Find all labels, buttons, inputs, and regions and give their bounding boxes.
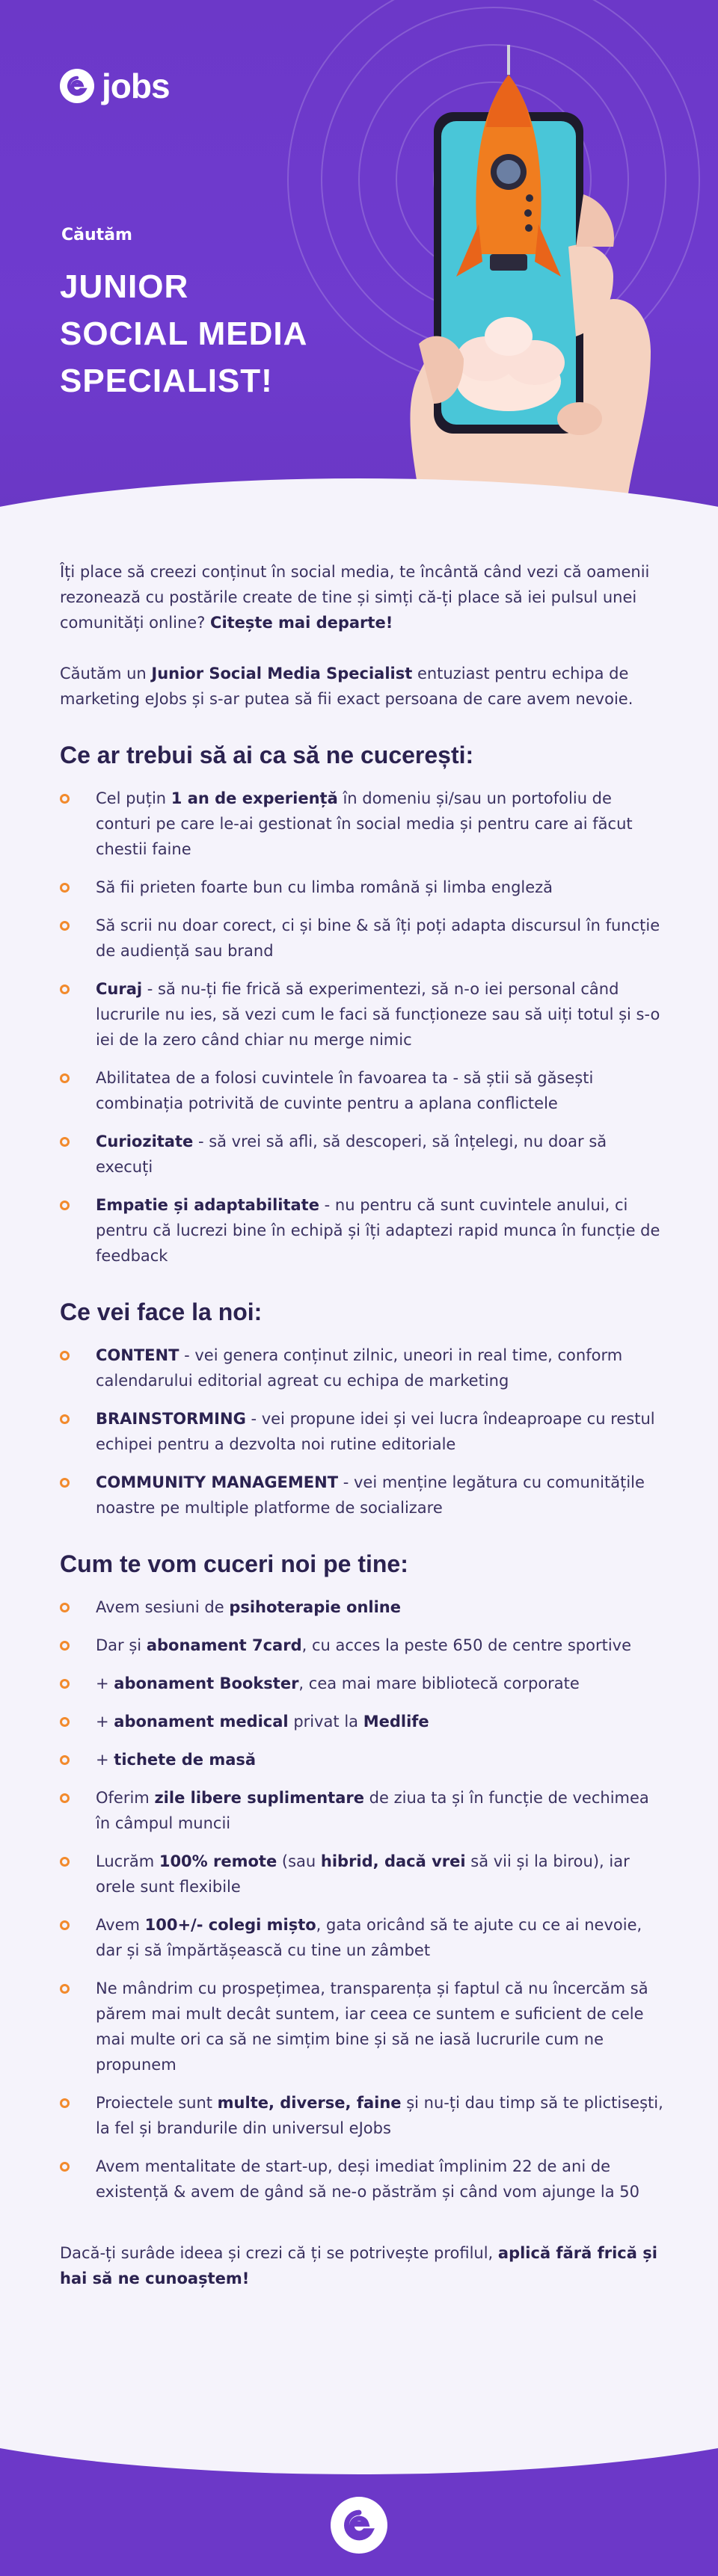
list-item: + abonament medical privat la Medlife	[60, 1709, 666, 1734]
intro-text: Căutăm un	[60, 665, 152, 682]
hand-phone-rocket-illustration	[389, 30, 673, 493]
intro-text: entuziast pentru echipa de marketing eJobs și s-ar putea să fii exact persoana de care avem nevoie.	[60, 665, 633, 708]
intro-paragraph-2	[60, 661, 666, 712]
closing-text: Dacă-ți surâde ideea și crezi că ți se potrivește profilul,	[60, 2244, 498, 2262]
list-item: Avem sesiuni de psihoterapie online	[60, 1594, 666, 1620]
bullet-icon	[60, 985, 70, 994]
list-item: Dar și abonament 7card, cu acces la peste 650 de centre sportive	[60, 1633, 666, 1658]
bullet-icon	[60, 2098, 70, 2108]
logo-text: jobs	[102, 67, 170, 105]
page-title	[60, 263, 374, 404]
bullet-icon	[60, 1857, 70, 1867]
bullet-icon	[60, 1717, 70, 1727]
list-item: Empatie și adaptabilitate - nu pentru că sunt cuvintele anului, ci pentru că lucrezi bine în echipă și îți adaptezi rapid munca în funcție de feedback	[60, 1192, 666, 1269]
list-item: BRAINSTORMING - vei propune idei și vei lucra îndeaproape cu restul echipei pentru a dezvolta noi rutine editoriale	[60, 1406, 666, 1457]
bullet-icon	[60, 1984, 70, 1994]
hero-banner	[0, 0, 718, 523]
bullet-icon	[60, 1478, 70, 1488]
bullet-icon	[60, 921, 70, 931]
section-heading-tasks: Ce vei face la noi:	[60, 1298, 263, 1325]
bullet-icon	[60, 1755, 70, 1765]
intro-cta-text: Citește mai departe!	[210, 614, 393, 632]
job-description	[60, 559, 666, 2291]
bullet-icon	[60, 1201, 70, 1210]
bullet-icon	[60, 883, 70, 893]
list-item: Curiozitate - să vrei să afli, să descoperi, să înțelegi, nu doar să execuți	[60, 1129, 666, 1180]
list-item: Cel puțin 1 an de experiență în domeniu și/sau un portofoliu de conturi pe care le-ai gestionat în social media și pentru care ai făcut chestii faine	[60, 786, 666, 862]
title-line: JUNIOR	[60, 268, 189, 305]
intro-text: Îți place să creezi conținut în social media, te încântă când vezi că oamenii rezonează cu postările create de tine și simți că-ți place să iei pulsul unei comunități online?	[60, 563, 650, 632]
bullet-icon	[60, 1137, 70, 1147]
closing-paragraph	[60, 2240, 666, 2291]
list-item: Ne mândrim cu prospețimea, transparența și faptul că nu încercăm să părem mai mult decât suntem, iar ceea ce suntem e suficient de cele mai multe ori ca să ne simțim bine și să ne iasă lucrurile cum ne propunem	[60, 1976, 666, 2077]
ejobs-footer-logo-icon[interactable]	[331, 2497, 387, 2554]
list-item: Proiectele sunt multe, diverse, faine și nu-ți dau timp să te plictisești, la fel și brandurile din universul eJobs	[60, 2090, 666, 2141]
bullet-icon	[60, 1679, 70, 1689]
section-heading-benefits: Cum te vom cuceri noi pe tine:	[60, 1550, 408, 1577]
bullet-icon	[60, 1351, 70, 1361]
list-item: + abonament Bookster, cea mai mare bibliotecă corporate	[60, 1671, 666, 1696]
list-item: Curaj - să nu-ți fie frică să experimentezi, să n-o iei personal când lucrurile nu ies, să vezi cum le faci să funcționeze sau să uiți totul și s-o iei de la zero când chiar nu merge nimic	[60, 976, 666, 1053]
footer-curve-divider	[0, 2422, 718, 2474]
list-item: Să scrii nu doar corect, ci și bine & să îți poți adapta discursul în funcție de audiență sau brand	[60, 913, 666, 964]
bullet-icon	[60, 1793, 70, 1803]
title-line: SPECIALIST!	[60, 363, 273, 399]
apply-cta-text: aplică fără frică și hai să ne cunoaștem!	[60, 2244, 657, 2287]
list-item: Să fii prieten foarte bun cu limba română și limba engleză	[60, 875, 666, 900]
requirements-list	[60, 786, 666, 1269]
intro-paragraph	[60, 559, 666, 635]
list-item: Oferim zile libere suplimentare de ziua ta și în funcție de vechimea în câmpul muncii	[60, 1785, 666, 1836]
footer	[0, 2422, 718, 2576]
section-heading-requirements: Ce ar trebui să ai ca să ne cucerești:	[60, 742, 474, 768]
list-item: + tichete de masă	[60, 1747, 666, 1772]
list-item: CONTENT - vei genera conținut zilnic, uneori in real time, conform calendarului editorial agreat cu echipa de marketing	[60, 1343, 666, 1393]
list-item: Avem mentalitate de start-up, deși imediat împlinim 22 de ani de existență & avem de gând să ne-o păstrăm și când vom ajunge la 50	[60, 2154, 666, 2204]
list-item: Lucrăm 100% remote (sau hibrid, dacă vrei să vii și la birou), iar orele sunt flexibile	[60, 1849, 666, 1899]
ejobs-e-icon	[60, 69, 94, 103]
bullet-icon	[60, 1920, 70, 1930]
bullet-icon	[60, 1073, 70, 1083]
list-item: COMMUNITY MANAGEMENT - vei menține legătura cu comunitățile noastre pe multiple platforme de socializare	[60, 1470, 666, 1520]
tasks-list	[60, 1343, 666, 1520]
title-line: SOCIAL MEDIA	[60, 315, 308, 352]
bullet-icon	[60, 1641, 70, 1651]
list-item: Abilitatea de a folosi cuvintele în favoarea ta - să știi să găsești combinația potrivită de cuvinte pentru a aplana conflictele	[60, 1065, 666, 1116]
hero-eyebrow: Căutăm	[61, 226, 132, 244]
bullet-icon	[60, 1603, 70, 1612]
ejobs-logo[interactable]	[60, 66, 170, 106]
benefits-list	[60, 1594, 666, 2204]
bullet-icon	[60, 2162, 70, 2172]
bullet-icon	[60, 1414, 70, 1424]
bullet-icon	[60, 794, 70, 804]
role-name: Junior Social Media Specialist	[151, 665, 413, 682]
list-item: Avem 100+/- colegi mișto, gata oricând să te ajute cu ce ai nevoie, dar și să împărtășească cu tine un zâmbet	[60, 1912, 666, 1963]
